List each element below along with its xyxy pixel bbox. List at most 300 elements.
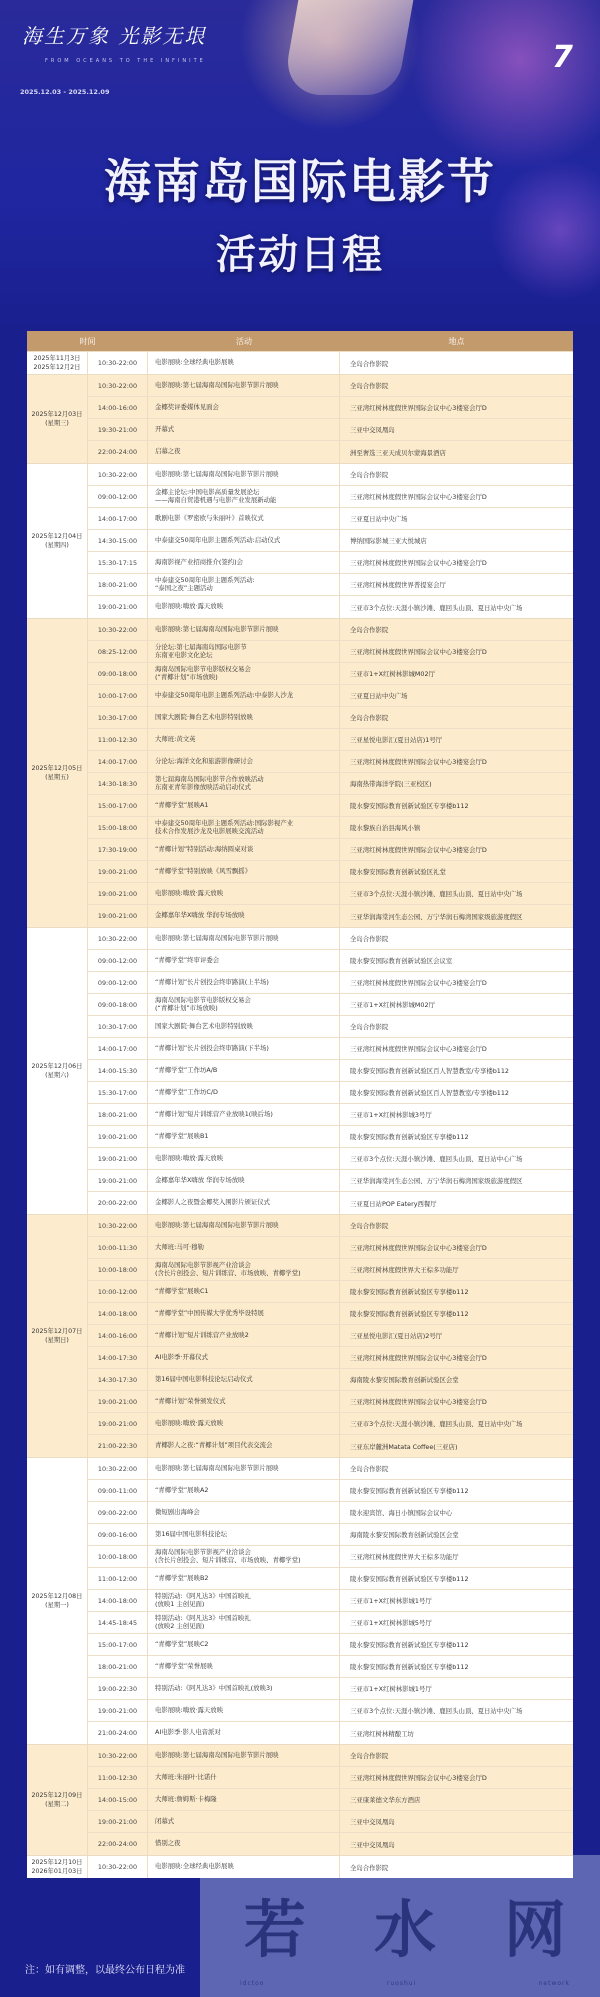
activity-cell: “青椰学堂”中国传媒大学优秀毕设特展 [148,1303,340,1324]
time-cell: 09:00-11:00 [88,1480,148,1501]
activity-cell: 金椰嘉年华X嗨放 华润专场放映 [148,1170,340,1191]
time-cell: 09:00-22:00 [88,1502,148,1523]
time-cell: 10:00-12:00 [88,1281,148,1302]
time-cell: 14:00-15:00 [88,1789,148,1810]
activity-cell: 电影展映:全球经典电影展映 [148,1856,340,1878]
venue-cell: 陵水黎安国际教育创新试验区百人智慧教室/专享楼b112 [350,1067,510,1075]
table-row [88,397,573,419]
table-row [88,641,573,663]
time-cell: 19:00-21:00 [88,1170,148,1191]
time-cell: 10:00-18:00 [88,1546,148,1567]
time-cell: 10:30-22:00 [88,464,148,485]
time-cell: 10:30-22:00 [88,928,148,949]
time-cell: 19:00-21:00 [88,1148,148,1169]
activity-cell: 分论坛:海洋文化和旅游影像研讨会 [148,751,340,772]
activity-cell: 海南岛国际电影节影视产业洽谈会 (含长片创投会、短片训练营、市场放映、青椰学堂) [148,1259,340,1280]
day-group [27,374,573,463]
table-row [88,1082,573,1104]
time-cell: 22:00-24:00 [88,441,148,463]
venue-cell: 三亚市1+X红树林影城1号厅 [350,1685,432,1693]
venue-cell: 陵水黎安国际教育创新试验区礼堂 [350,868,446,876]
activity-cell: “青椰计划”短片训练营产业放映1(映后场) [148,1104,340,1125]
time-cell: 11:00-12:30 [88,729,148,750]
column-header-venue: 地点 [448,336,465,346]
table-row [88,419,573,441]
activity-cell: “青椰学堂”展映A1 [148,795,340,816]
watermark-char: 若 [243,1893,306,1966]
time-cell: 09:00-12:00 [88,950,148,971]
table-row [88,1546,573,1568]
activity-cell: “青椰学堂”特别放映《风雪飘摇》 [148,861,340,882]
day-group [27,1855,573,1878]
time-cell: 14:30-15:00 [88,530,148,551]
table-row [88,883,573,905]
venue-cell: 陵水黎安国际教育创新试验区专享楼b112 [350,1641,469,1649]
venue-cell: 三亚华润海棠河生态公园、万宁华润石梅湾国家级旅游度假区 [350,1177,523,1185]
time-cell: 19:00-21:00 [88,861,148,882]
activity-cell: 第16届中国电影科技论坛启动仪式 [148,1369,340,1390]
activity-cell: “青椰计划”特别活动:海纳圆桌对谈 [148,839,340,860]
time-cell: 20:00-22:00 [88,1192,148,1214]
time-cell: 14:30-17:30 [88,1369,148,1390]
activity-cell: “青椰计划”长片创投会终审路演(上半场) [148,972,340,993]
column-header-time: 时间 [79,336,96,346]
table-row [88,1524,573,1546]
activity-cell: 电影展映:嗨放·露天放映 [148,596,340,618]
time-cell: 10:00-11:30 [88,1237,148,1258]
time-cell: 14:00-17:00 [88,508,148,529]
table-row [88,530,573,552]
venue-cell: 全岛合作影院 [350,471,389,479]
time-cell: 14:30-18:30 [88,773,148,794]
venue-cell: 海南陵水黎安国际教育创新试验区会堂 [350,1376,459,1384]
venue-cell: 陵水黎安国际教育创新试验区百人智慧教室/专享楼b112 [350,1089,510,1097]
day-rows [88,1215,573,1457]
day-date-cell: 2025年12月05日 (星期五) [27,619,88,927]
venue-cell: 三亚湾红树林度假世界国际会议中心3楼宴会厅D [350,979,487,987]
watermark-sub-word: network [538,1980,570,1987]
time-cell: 11:00-12:00 [88,1568,148,1589]
venue-cell: 海南陵水黎安国际教育创新试验区会堂 [350,1531,459,1539]
time-cell: 15:30-17:15 [88,552,148,573]
activity-cell: 电影展映:嗨放·露天放映 [148,1413,340,1434]
activity-cell: “青椰学堂”展映A2 [148,1480,340,1501]
day-group [27,618,573,927]
venue-cell: 陵水黎安国际教育创新试验区专享楼b112 [350,1575,469,1583]
time-cell: 21:00-22:30 [88,1435,148,1457]
venue-cell: 全岛合作影院 [350,626,389,634]
activity-cell: “青椰计划”长片创投会终审路演(下半场) [148,1038,340,1059]
activity-cell: 海南岛国际电影节电影版权交易会 (“青椰计划”市场放映) [148,663,340,684]
venue-cell: 三亚湾红树林度假世界国际会议中心3楼宴会厅D [350,1354,487,1362]
activity-cell: “青椰计划”短片训练营产业放映2 [148,1325,340,1346]
time-cell: 15:00-17:00 [88,1634,148,1655]
edition-logo: 7 [552,40,573,75]
table-row [88,1303,573,1325]
venue-cell: 三亚夏日站中央广场 [350,692,408,700]
time-cell: 10:30-22:00 [88,1215,148,1236]
table-row [88,1568,573,1590]
table-row [88,861,573,883]
venue-cell: 三亚夏日站中央广场 [350,515,408,523]
time-cell: 10:30-17:00 [88,707,148,728]
venue-cell: 三亚东岸麓洲Matata Coffee(三亚店) [350,1442,458,1451]
time-cell: 14:00-15:30 [88,1060,148,1081]
activity-cell: 第16届中国电影科技论坛 [148,1524,340,1545]
day-rows [88,619,573,927]
activity-cell: “青椰学堂”展映C1 [148,1281,340,1302]
venue-cell: 三亚市3个点位:天涯小镇沙滩、鹿回头山顶、夏日站中央广场 [350,603,523,612]
activity-cell: 青椰影人之夜:“青椰计划”项目代表交流会 [148,1435,340,1457]
activity-cell: 特别活动:《阿凡达3》中国首映礼 (放映2 主创见面) [148,1612,340,1633]
table-row [88,1016,573,1038]
table-row [88,1612,573,1634]
page-subtitle: 活动日程 [216,232,384,278]
table-row [88,1060,573,1082]
venue-cell: 三亚市1+X红树林影城1号厅 [350,1597,432,1605]
activity-cell: “青椰学堂”终审评委会 [148,950,340,971]
table-row [88,552,573,574]
time-cell: 14:00-16:00 [88,397,148,418]
time-cell: 19:00-21:00 [88,1413,148,1434]
venue-cell: 三亚湾红树林度假世界国际会议中心3楼宴会厅D [350,404,487,412]
time-cell: 19:00-21:00 [88,1391,148,1412]
venue-cell: 陵水黎族自治县海风小镇 [350,824,421,832]
venue-cell: 陵水迎宾馆、海日小镇国际会议中心 [350,1509,453,1517]
venue-cell: 陵水黎安国际教育创新试验区专享楼b112 [350,1487,469,1495]
table-row [88,1634,573,1656]
column-header-activity: 活动 [236,336,252,346]
time-cell: 21:00-24:00 [88,1722,148,1744]
time-cell: 18:00-21:00 [88,1104,148,1125]
activity-cell: “青椰学堂”荣誉展映 [148,1656,340,1677]
table-row [88,1767,573,1789]
table-row [88,1148,573,1170]
activity-cell: 电影展映:嗨放·露天放映 [148,883,340,904]
venue-cell: 三亚市1+X红树林影城3号厅 [350,1111,432,1119]
table-row [88,1104,573,1126]
day-rows [88,352,573,374]
table-row [88,1038,573,1060]
footer-note: 注：如有调整，以最终公布日程为准 [25,1965,185,1976]
day-date-cell: 2025年12月06日 (星期六) [27,928,88,1214]
venue-cell: 海南热带海洋学院(三亚校区) [350,780,432,788]
venue-cell: 三亚中交凤凰岛 [350,1818,395,1826]
venue-cell: 全岛合作影院 [350,1752,389,1760]
activity-cell: 海南岛国际电影节电影版权交易会 (“青椰计划”市场放映) [148,994,340,1015]
venue-cell: 三亚华润海棠河生态公园、万宁华润石梅湾国家级旅游度假区 [350,912,523,921]
table-row [88,773,573,795]
table-row [88,1678,573,1700]
table-row [88,839,573,861]
venue-cell: 三亚市1+X红树林影城M02厅 [350,670,435,678]
time-cell: 08:25-12:00 [88,641,148,662]
table-row [88,663,573,685]
activity-cell: 中泰建交50周年电影主题系列活动: “泰国之夜”主题活动 [148,574,340,595]
activity-cell: 第七届海南岛国际电影节合作放映活动 东南亚青年影像放映活动启动仪式 [148,773,340,794]
table-row [88,1745,573,1767]
table-row [88,1215,573,1237]
table-row [88,1237,573,1259]
venue-cell: 三亚湾红树林精酿工坊 [350,1729,414,1738]
table-row [88,1502,573,1524]
table-row [88,464,573,486]
table-row [88,817,573,839]
table-row [88,928,573,950]
activity-cell: 电影展映:第七届海南岛国际电影节影片展映 [148,928,340,949]
time-cell: 09:00-18:00 [88,663,148,684]
table-row [88,1126,573,1148]
table-row [88,950,573,972]
time-cell: 14:00-17:00 [88,1038,148,1059]
activity-cell: 分论坛:第七届海南岛国际电影节 东南亚电影文化论坛 [148,641,340,662]
time-cell: 10:30-22:00 [88,352,148,374]
table-row [88,1325,573,1347]
day-group [27,351,573,374]
venue-cell: 三亚中交凤凰岛 [350,1840,395,1849]
table-row [88,1480,573,1502]
day-group [27,463,573,618]
table-row [88,1281,573,1303]
table-row [88,619,573,641]
table-row [88,1259,573,1281]
venue-cell: 三亚市3个点位:天涯小镇沙滩、鹿回头山顶、夏日站中心广场 [350,1155,523,1163]
slogan-english: FROM OCEANS TO THE INFINITE [45,58,206,64]
table-row [88,1722,573,1744]
activity-cell: AI电影季·开幕仪式 [148,1347,340,1368]
time-cell: 14:00-17:30 [88,1347,148,1368]
venue-cell: 三亚湾红树林度假世界国际会议中心3楼宴会厅D [350,1398,487,1406]
time-cell: 14:00-18:00 [88,1590,148,1611]
time-cell: 18:00-21:00 [88,574,148,595]
venue-cell: 三亚湾红树林度假世界国际会议中心3楼宴会厅D [350,1774,487,1782]
time-cell: 10:30-22:00 [88,1745,148,1766]
watermark-char: 网 [503,1893,566,1966]
activity-cell: 电影展映:全球经典电影展映 [148,352,340,374]
watermark-logo [210,1880,600,1969]
table-row [88,994,573,1016]
activity-cell: “青椰学堂”展映B1 [148,1126,340,1147]
day-rows [88,1458,573,1744]
venue-cell: 三亚市3个点位:天涯小镇沙滩、鹿回头山顶、夏日站中央广场 [350,890,523,898]
venue-cell: 全岛合作影院 [350,714,389,722]
venue-cell: 陵水黎安国际教育创新试验区专享楼b112 [350,1288,469,1296]
venue-cell: 三亚康莱德文华东方酒店 [350,1796,421,1804]
table-row [88,972,573,994]
table-row [88,486,573,508]
activity-cell: 海南岛国际电影节影视产业洽谈会 (含长片创投会、短片训练营、市场放映、青椰学堂) [148,1546,340,1567]
activity-cell: 金椰嘉年华X嗨放 华润专场放映 [148,905,340,927]
venue-cell: 三亚市3个点位:天涯小镇沙滩、鹿回头山顶、夏日站中央广场 [350,1707,523,1715]
venue-cell: 三亚星悦电影汇(夏日站店)2号厅 [350,1332,443,1340]
venue-cell: 三亚市3个点位:天涯小镇沙滩、鹿回头山顶、夏日站中央广场 [350,1420,523,1428]
time-cell: 11:00-12:30 [88,1767,148,1788]
activity-cell: “青椰学堂”工作坊A/B [148,1060,340,1081]
day-date-cell: 2025年12月09日 (星期二) [27,1745,88,1855]
time-cell: 14:00-16:00 [88,1325,148,1346]
time-cell: 19:00-21:00 [88,1700,148,1721]
day-date-cell: 2025年12月04日 (星期四) [27,464,88,618]
activity-cell: 大师班:朱丽叶·比诺什 [148,1767,340,1788]
table-row [88,685,573,707]
time-cell: 10:30-17:00 [88,1016,148,1037]
venue-cell: 三亚湾红树林度假世界国际会议中心3楼宴会厅D [350,1045,487,1053]
day-date-cell: 2025年11月3日 2025年12月2日 [27,352,88,374]
table-row [88,596,573,618]
time-cell: 15:00-17:00 [88,795,148,816]
venue-cell: 全岛合作影院 [350,382,389,390]
venue-cell: 陵水黎安国际教育创新试验区会议室 [350,957,453,965]
venue-cell: 全岛合作影院 [350,1023,389,1031]
slogan: 海生万象 光影无垠 [22,24,207,48]
time-cell: 10:00-18:00 [88,1259,148,1280]
day-rows [88,375,573,463]
venue-cell: 洲至奢选三亚天成贝尔蒙海景酒店 [350,448,446,457]
day-rows [88,1856,573,1878]
table-row [88,1458,573,1480]
venue-cell: 全岛合作影院 [350,1222,389,1230]
venue-cell: 三亚湾红树林度假世界国际会议中心3楼宴会厅D [350,758,487,766]
table-row [88,574,573,596]
activity-cell: 中泰建交50周年电影主题系列活动:启动仪式 [148,530,340,551]
venue-cell: 三亚中交凤凰岛 [350,426,395,434]
table-row [88,352,573,374]
table-row [88,905,573,927]
time-cell: 19:00-22:30 [88,1678,148,1699]
venue-cell: 陵水黎安国际教育创新试验区专享楼b112 [350,1663,469,1671]
activity-cell: 国家大剧院·舞台艺术电影特别放映 [148,707,340,728]
activity-cell: 金椰主论坛:中国电影高质量发展论坛 ——海南自贸港机遇与电影产业发展新动能 [148,486,340,507]
activity-cell: 闭幕式 [148,1811,340,1832]
table-row [88,1413,573,1435]
time-cell: 10:30-22:00 [88,1458,148,1479]
time-cell: 17:30-19:00 [88,839,148,860]
activity-cell: “青椰计划”荣誉颁发仪式 [148,1391,340,1412]
table-row [88,1700,573,1722]
day-group [27,927,573,1214]
day-date-cell: 2025年12月10日 2026年01月03日 [27,1856,88,1878]
table-row [88,795,573,817]
time-cell: 10:00-17:00 [88,685,148,706]
activity-cell: 电影展映:嗨放·露天放映 [148,1148,340,1169]
time-cell: 19:00-21:00 [88,1126,148,1147]
venue-cell: 全岛合作影院 [350,359,389,368]
watermark-subtitle [240,1980,570,1987]
activity-cell: 电影展映:第七届海南岛国际电影节影片展映 [148,1458,340,1479]
activity-cell: 电影展映:第七届海南岛国际电影节影片展映 [148,619,340,640]
activity-cell: 开幕式 [148,419,340,440]
activity-cell: 电影展映:第七届海南岛国际电影节影片展映 [148,1215,340,1236]
time-cell: 10:30-22:00 [88,1856,148,1878]
time-cell: 14:00-18:00 [88,1303,148,1324]
activity-cell: 电影展映:第七届海南岛国际电影节影片展映 [148,464,340,485]
time-cell: 14:00-17:00 [88,751,148,772]
activity-cell: 特别活动:《阿凡达3》中国首映礼 (放映1 主创见面) [148,1590,340,1611]
day-group [27,1457,573,1744]
activity-cell: 歌剧电影《罗密欧与朱丽叶》首映仪式 [148,508,340,529]
time-cell: 18:00-21:00 [88,1656,148,1677]
table-row [88,1391,573,1413]
activity-cell: 大师班:马可·穆勒 [148,1237,340,1258]
venue-cell: 三亚湾红树林度假世界国际会议中心3楼宴会厅D [350,493,487,501]
time-cell: 19:00-21:00 [88,1811,148,1832]
venue-cell: 三亚湾红树林度假世界普提宴会厅 [350,581,446,589]
table-row [88,1369,573,1391]
table-row [88,729,573,751]
table-header [27,331,573,351]
venue-cell: 陵水黎安国际教育创新试验区专享楼b112 [350,1133,469,1141]
festival-date-range: 2025.12.03 - 2025.12.09 [20,88,110,96]
table-body [27,351,573,1878]
day-rows [88,464,573,618]
watermark-sub-word: ruoshui [386,1980,417,1987]
time-cell: 15:00-18:00 [88,817,148,838]
venue-cell: 三亚夏日站POP Eatery西餐厅 [350,1199,437,1208]
day-group [27,1744,573,1855]
table-row [88,441,573,463]
activity-cell: 中泰建交50周年电影主题系列活动:中泰影人沙龙 [148,685,340,706]
activity-cell: 微短剧出海峰会 [148,1502,340,1523]
time-cell: 15:30-17:00 [88,1082,148,1103]
time-cell: 22:00-24:00 [88,1833,148,1855]
activity-cell: 国家大剧院·舞台艺术电影特别放映 [148,1016,340,1037]
activity-cell: 中泰建交50周年电影主题系列活动:国际影视产业 技术合作发展沙龙及电影展映交流活动 [148,817,340,838]
activity-cell: 大师班:詹姆斯·卡梅隆 [148,1789,340,1810]
activity-cell: 惜别之夜 [148,1833,340,1855]
table-row [88,1170,573,1192]
schedule-table [27,331,573,1878]
activity-cell: 海南影视产业招商推介(签约)会 [148,552,340,573]
day-date-cell: 2025年12月07日 (星期日) [27,1215,88,1457]
table-row [88,1347,573,1369]
venue-cell: 三亚湾红树林度假世界国际会议中心3楼宴会厅D [350,648,487,656]
activity-cell: 电影展映:第七届海南岛国际电影节影片展映 [148,1745,340,1766]
day-group [27,1214,573,1457]
table-row [88,1192,573,1214]
time-cell: 10:30-22:00 [88,375,148,396]
activity-cell: “青椰学堂”展映B2 [148,1568,340,1589]
day-date-cell: 2025年12月03日 (星期三) [27,375,88,463]
venue-cell: 三亚星悦电影汇(夏日站店)1号厅 [350,736,443,744]
table-row [88,1789,573,1811]
venue-cell: 全岛合作影院 [350,935,389,943]
day-rows [88,1745,573,1855]
venue-cell: 三亚市1+X红树林影城M02厅 [350,1001,435,1009]
table-row [88,1856,573,1878]
activity-cell: “青椰学堂”展映C2 [148,1634,340,1655]
time-cell: 19:30-21:00 [88,419,148,440]
table-row [88,1435,573,1457]
time-cell: 14:45-18:45 [88,1612,148,1633]
table-row [88,508,573,530]
table-row [88,1656,573,1678]
activity-cell: 启幕之夜 [148,441,340,463]
time-cell: 10:30-22:00 [88,619,148,640]
time-cell: 09:00-12:00 [88,486,148,507]
venue-cell: 三亚湾红树林度假世界国际会议中心3楼宴会厅D [350,559,487,567]
activity-cell: “青椰学堂”工作坊C/D [148,1082,340,1103]
table-row [88,1590,573,1612]
time-cell: 19:00-21:00 [88,596,148,618]
venue-cell: 博纳国际影城三亚大悦城店 [350,537,427,545]
venue-cell: 陵水黎安国际教育创新试验区专享楼b112 [350,1310,469,1318]
time-cell: 19:00-21:00 [88,883,148,904]
venue-cell: 全岛合作影院 [350,1465,389,1473]
page-title: 海南岛国际电影节 [104,155,496,210]
venue-cell: 三亚市1+X红树林影城5号厅 [350,1619,432,1627]
venue-cell: 三亚湾红树林度假世界大王棕多功能厅 [350,1553,459,1561]
activity-cell: 特别活动:《阿凡达3》中国首映礼(放映3) [148,1678,340,1699]
